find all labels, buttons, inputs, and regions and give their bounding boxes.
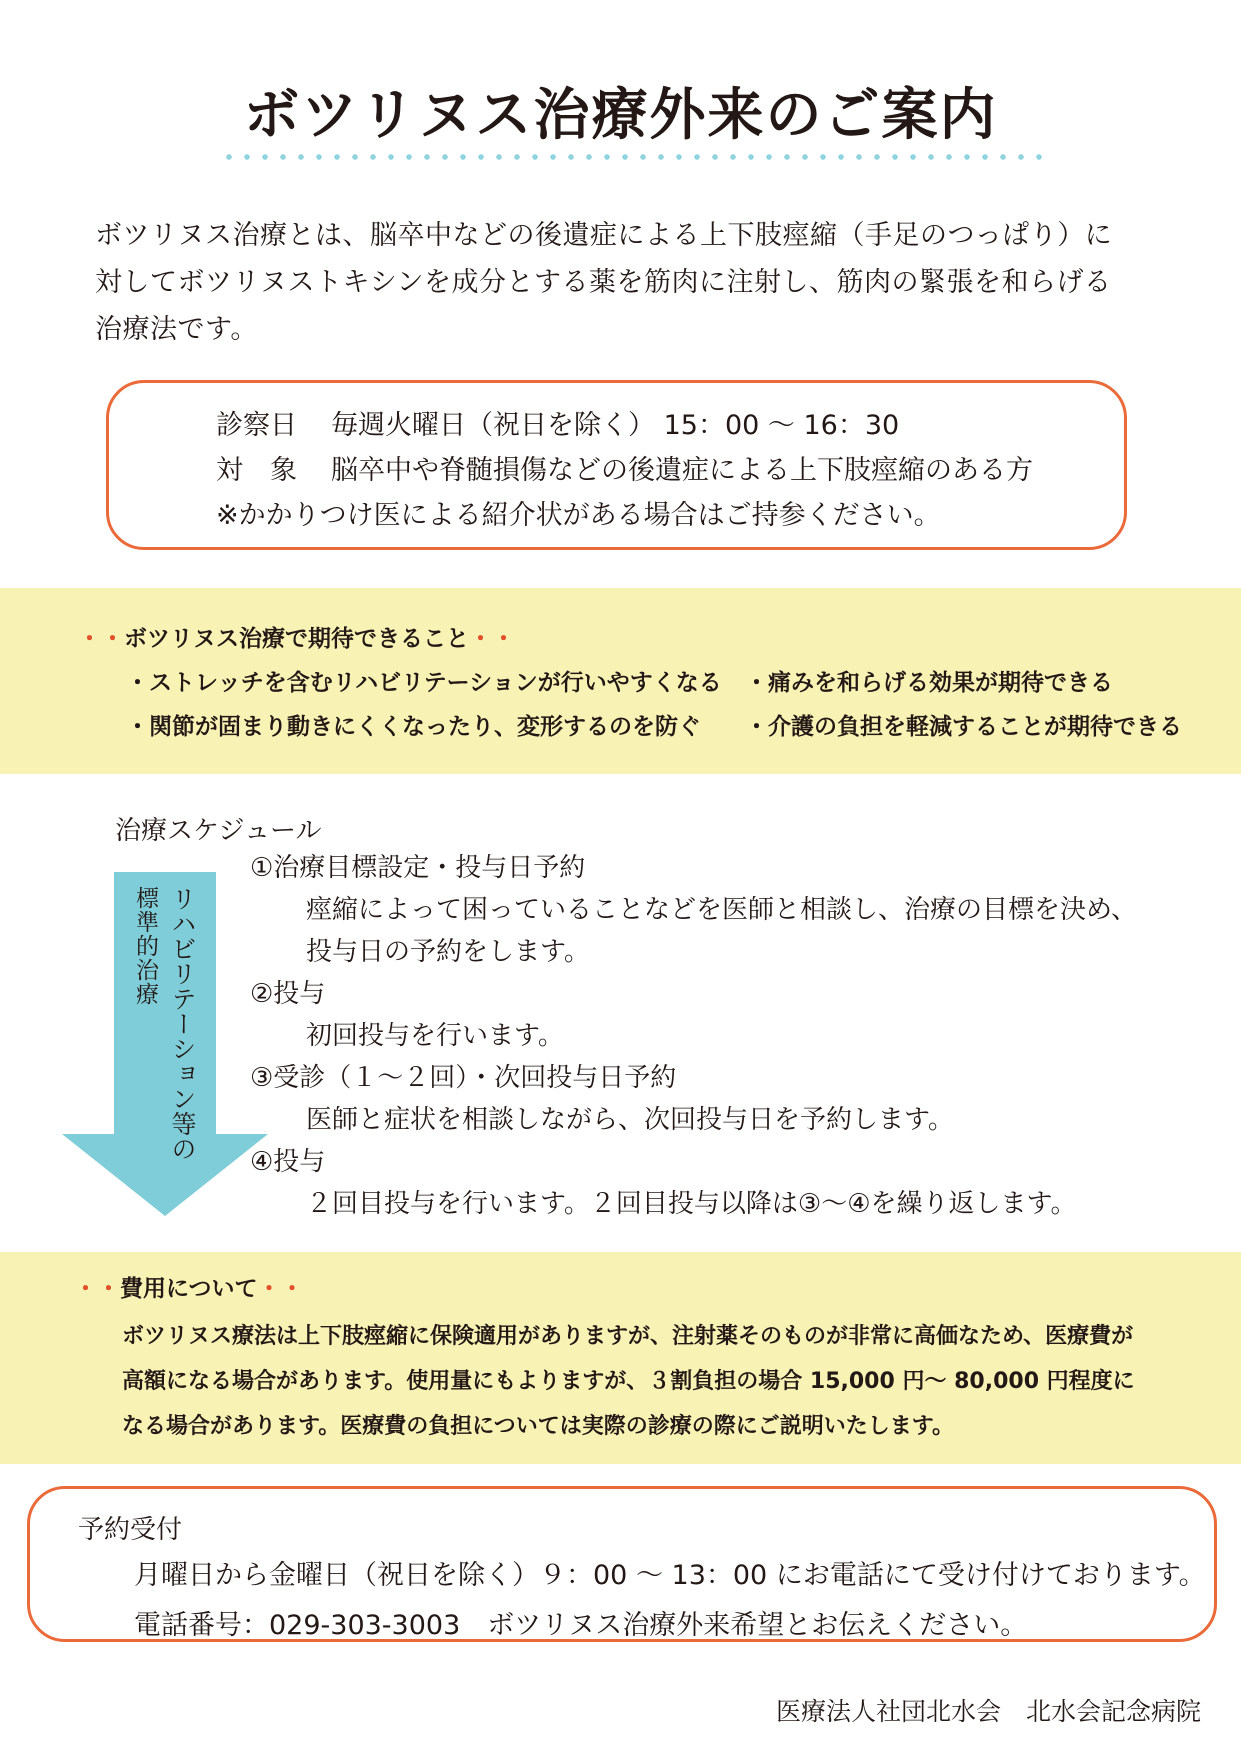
step-title: ①治療目標設定・投与日予約 (250, 853, 586, 883)
schedule-steps (250, 847, 1137, 1225)
benefits-heading-text: ボツリヌス治療で期待できること (124, 626, 469, 652)
dots-right: ・・ (469, 626, 515, 652)
step-description: 投与日の予約をします。 (306, 937, 590, 967)
benefit-item: ・関節が固まり動きにくくなったり、変形するのを防ぐ (126, 714, 701, 740)
clinic-target-value: 脳卒中や脊髄損傷などの後遺症による上下肢痙縮のある方 (331, 455, 1033, 486)
down-arrow-icon (62, 872, 268, 1216)
clinic-info-box (106, 380, 1127, 550)
step-title: ②投与 (250, 979, 326, 1009)
step-description: 初回投与を行います。 (306, 1021, 564, 1051)
hospital-name: 医療法人社団北水会 北水会記念病院 (775, 1697, 1201, 1726)
dots-left: ・・ (78, 626, 124, 652)
arrow-label-rehabilitation: リハビリテーション等の (168, 886, 197, 1161)
cost-section (0, 1252, 1241, 1464)
intro-line: ボツリヌス治療とは、脳卒中などの後遺症による上下肢痙縮（手足のつっぱり）に (95, 220, 1113, 251)
step-description: ２回目投与を行います。２回目投与以降は③～④を繰り返します。 (306, 1189, 1077, 1219)
clinic-target-label: 対 象 (216, 455, 297, 486)
benefits-section (0, 588, 1241, 774)
clinic-day-label: 診察日 (216, 410, 297, 441)
reservation-hours: 月曜日から金曜日（祝日を除く）９：00 ～ 13：00 にお電話にて受け付けております。 (134, 1560, 1206, 1591)
clinic-target-row (216, 448, 1033, 493)
reservation-heading: 予約受付 (78, 1515, 183, 1545)
step-description: 医師と症状を相談しながら、次回投与日を予約します。 (306, 1105, 954, 1135)
clinic-day-value: 毎週火曜日（祝日を除く） 15：00 ～ 16：30 (331, 410, 900, 441)
step-description: 痙縮によって困っていることなどを医師と相談し、治療の目標を決め、 (306, 895, 1137, 925)
reservation-box (27, 1486, 1217, 1642)
intro-text (95, 212, 1185, 353)
schedule-heading: 治療スケジュール (115, 816, 322, 846)
benefit-item: ・介護の負担を軽減することが期待できる (745, 714, 1182, 740)
benefit-item: ・痛みを和らげる効果が期待できる (745, 670, 1113, 696)
cost-text (122, 1314, 1135, 1449)
intro-line: 治療法です。 (95, 314, 258, 345)
reservation-phone: 電話番号：029-303-3003 ボツリヌス治療外来希望とお伝えください。 (134, 1610, 1028, 1641)
arrow-label-standard-treatment: 標準的治療 (132, 886, 158, 1006)
clinic-day-row (216, 403, 1033, 448)
referral-note: ※かかりつけ医による紹介状がある場合はご持参ください。 (216, 500, 941, 531)
cost-line: 高額になる場合があります。使用量にもよりますが、３割負担の場合 15,000 円～ 80,000 円程度に (122, 1369, 1135, 1394)
step-title: ③受診（１～２回）・次回投与日予約 (250, 1063, 677, 1093)
dots-right: ・・ (257, 1276, 304, 1302)
intro-line: 対してボツリヌストキシンを成分とする薬を筋肉に注射し、筋肉の緊張を和らげる (95, 267, 1112, 298)
cost-line: ボツリヌス療法は上下肢痙縮に保険適用がありますが、注射薬そのものが非常に高価なため、医療費が (122, 1324, 1134, 1349)
title-dotted-underline (220, 153, 1050, 161)
benefit-item: ・ストレッチを含むリハビリテーションが行いやすくなる (126, 670, 722, 696)
cost-heading (74, 1270, 304, 1303)
cost-heading-text: 費用について (120, 1276, 258, 1302)
benefits-heading (78, 620, 515, 653)
page-title: ボツリヌス治療外来のご案内 (243, 83, 998, 148)
dots-left: ・・ (74, 1276, 120, 1302)
step-title: ④投与 (250, 1147, 326, 1177)
cost-line: なる場合があります。医療費の負担については実際の診療の際にご説明いたします。 (122, 1414, 955, 1439)
